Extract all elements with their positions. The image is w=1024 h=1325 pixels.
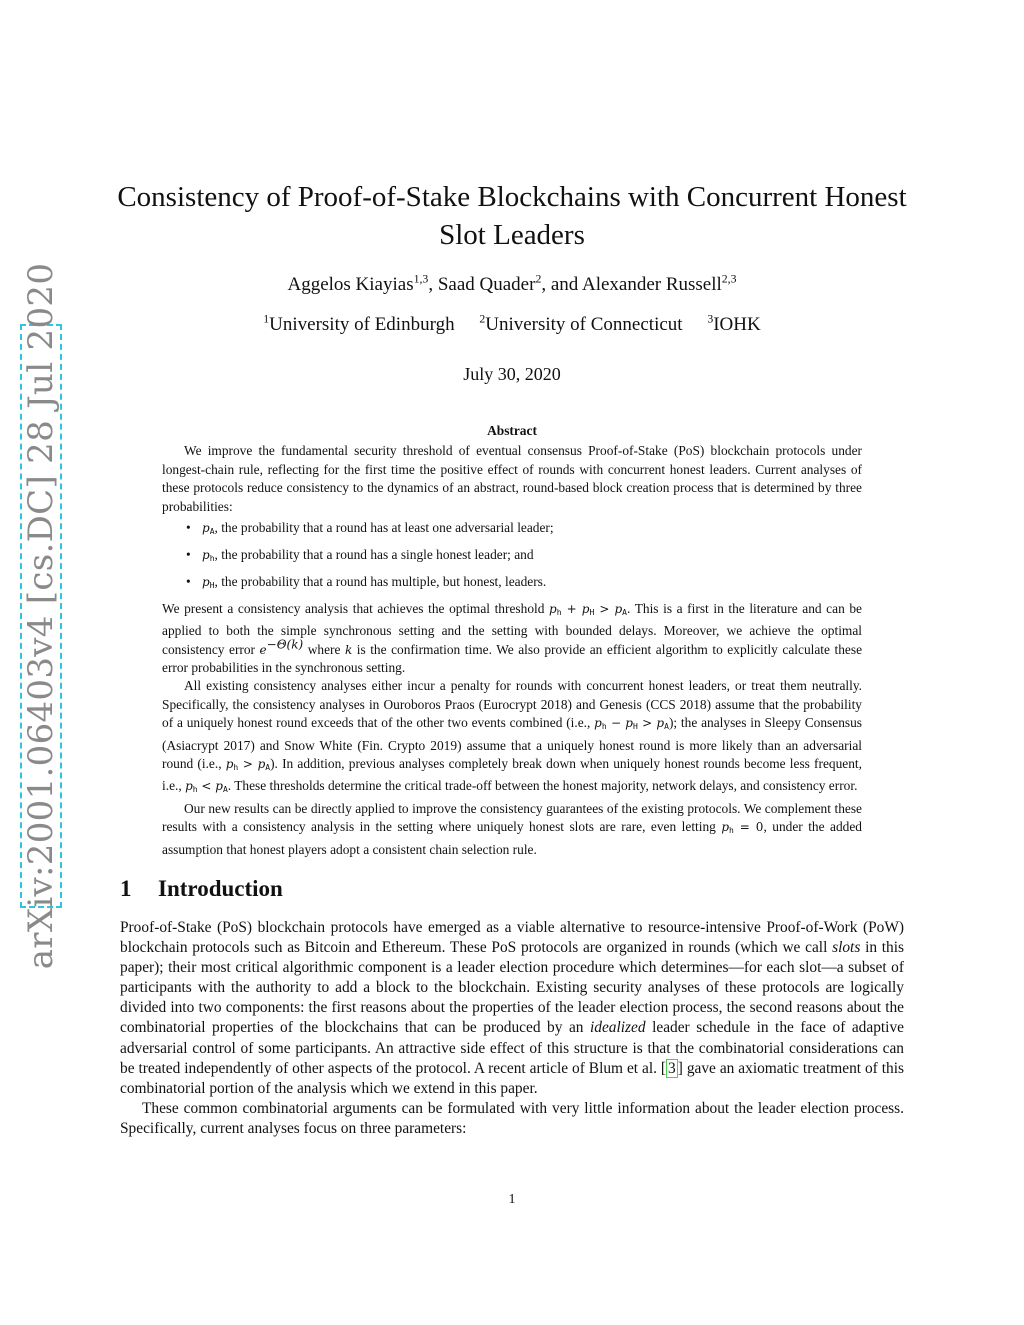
abstract-paragraph bbox=[162, 442, 862, 516]
math-subscript: h bbox=[729, 826, 734, 836]
section-number: 1 bbox=[120, 876, 132, 901]
math-variable: p bbox=[594, 716, 602, 731]
math-variable: p bbox=[656, 716, 665, 731]
author-name: Alexander Russell bbox=[581, 274, 722, 295]
affiliation-list bbox=[110, 314, 914, 336]
math-variable: k bbox=[344, 642, 353, 657]
affiliation-marker: 3 bbox=[707, 312, 714, 326]
abstract-text: ). In addition, previous analyses completely break down when uniquely honest rounds become less frequent, i.e., bbox=[162, 756, 862, 794]
body-text: Proof-of-Stake (PoS) blockchain protocols have emerged as a viable alternative to resource-intensive Proof-of-Work (PoW) blockchain protocols such as Bitcoin and Ethereum. These PoS protocols are organized in rounds (which we call bbox=[120, 919, 904, 957]
affiliation bbox=[707, 314, 760, 335]
author-name: Aggelos Kiayias bbox=[287, 274, 414, 295]
list-item bbox=[186, 573, 862, 595]
math-variable: p bbox=[614, 601, 623, 616]
section-heading bbox=[120, 876, 283, 902]
abstract-text: We improve the fundamental security threshold of eventual consensus Proof-of-Stake (PoS) blockchain protocols under longest-chain rule, reflecting for the first time the positive effect of rounds with concurrent honest leaders. Current analyses of these protocols reduce consistency to the dynamics of an abstract, round-based block creation process that is determined by three probabilities: bbox=[162, 443, 862, 514]
math-subscript: A bbox=[664, 722, 669, 732]
math-subscript: A bbox=[265, 763, 271, 772]
math-variable: p bbox=[581, 601, 590, 616]
math-variable: p bbox=[721, 820, 730, 835]
math-variable: p bbox=[225, 757, 234, 771]
author-affiliation-marker: 2 bbox=[535, 272, 542, 286]
affiliation-marker: 2 bbox=[479, 312, 486, 326]
page-number: 1 bbox=[508, 1192, 516, 1207]
math-variable: p bbox=[215, 779, 223, 794]
math-operator: + bbox=[561, 601, 582, 616]
arxiv-identifier: arXiv:2001.06403v4 [cs.DC] 28 Jul 2020 bbox=[21, 262, 61, 970]
body-text: leader schedule in the face of adaptive adversarial control of some participants. An attractive side effect of this structure is that the combinatorial considerations can be treated independently of other aspects of the protocol. A recent article of Blum et al. [ bbox=[120, 1019, 904, 1077]
abstract-text: All existing consistency analyses either incur a penalty for rounds with concurrent honest leaders, or treat them neutrally. Specifically, the consistency analyses in Ouroboros Praos (Eurocrypt 2018) and Genesis (CCS 2018) assume that the probability of a uniquely honest round exceeds that of the other two events combined (i.e., bbox=[162, 678, 862, 731]
list-item-text: , the probability that a round has multiple, but honest, leaders. bbox=[214, 573, 547, 589]
abstract-text: where bbox=[303, 641, 345, 657]
math-operator: > bbox=[238, 757, 258, 771]
body-paragraph bbox=[120, 1099, 904, 1139]
math-subscript: h bbox=[601, 722, 607, 732]
list-item bbox=[186, 519, 862, 541]
math-subscript: A bbox=[209, 527, 215, 537]
affiliation-marker: 1 bbox=[263, 312, 270, 326]
affiliation bbox=[263, 314, 454, 335]
abstract-text: . This is a first in the literature and can be applied to both the simple synchronous setting and the setting with bounded delays. Moreover, we achieve the optimal consistency error bbox=[162, 600, 863, 657]
arxiv-stamp bbox=[20, 262, 62, 970]
abstract-text: ); the analyses in Sleepy Consensus (Asiacrypt 2017) and Snow White (Fin. Crypto 2019) assume that a uniquely honest round is more likely than an adversarial round (i.e., bbox=[162, 715, 863, 771]
abstract-heading: Abstract bbox=[487, 423, 537, 438]
math-variable: p bbox=[625, 716, 633, 731]
section-title: Introduction bbox=[158, 876, 283, 901]
math-operator: > bbox=[637, 716, 657, 731]
math-operator: > bbox=[594, 601, 615, 616]
math-subscript: h bbox=[233, 763, 239, 772]
abstract-paragraph bbox=[162, 600, 862, 678]
math-operator: − bbox=[606, 716, 626, 731]
math-exponent: −Θ(k) bbox=[266, 637, 304, 652]
author-affiliation-marker: 1,3 bbox=[413, 272, 429, 286]
emphasized-term: slots bbox=[832, 939, 861, 957]
math-subscript: H bbox=[209, 580, 215, 590]
math-subscript: A bbox=[622, 607, 627, 617]
math-operator: < bbox=[197, 779, 216, 794]
math-subscript: H bbox=[632, 722, 638, 732]
math-operator: = 0 bbox=[733, 820, 764, 835]
abstract-text: is the confirmation time. We also provide an efficient algorithm to explicitly calculate these error probabilities in the synchronous setting. bbox=[162, 641, 863, 675]
author-affiliation-marker: 2,3 bbox=[721, 272, 737, 286]
math-subscript: h bbox=[556, 607, 562, 617]
abstract-text: We present a consistency analysis that achieves the optimal threshold bbox=[162, 600, 550, 616]
citation-link[interactable]: 3 bbox=[668, 1059, 676, 1077]
author-separator: , and bbox=[541, 274, 582, 295]
abstract-text: . These thresholds determine the critical trade-off between the honest majority, network delays, and consistency error. bbox=[227, 778, 858, 794]
affiliation-name: IOHK bbox=[713, 314, 761, 335]
body-text: in this paper); their most critical algorithmic component is a leader election procedure which determines—for each slot—a subset of participants with the authority to add a block to the blockchain. Existing security analyses of these protocols are logically divided into two components: the first reasons about the properties of the leader election process, the second reasons about the combinatorial properties of the blockchains that can be produced by an bbox=[120, 939, 905, 1037]
affiliation-name: University of Connecticut bbox=[485, 314, 683, 335]
list-item-text: , the probability that a round has at least one adversarial leader; bbox=[214, 520, 554, 536]
abstract-paragraph bbox=[162, 677, 862, 799]
abstract-text: Our new results can be directly applied to improve the consistency guarantees of the existing protocols. We complement these results with a consistency analysis in the setting where uniquely honest slots are rare, even letting bbox=[162, 800, 862, 835]
math-variable: p bbox=[185, 779, 193, 794]
abstract bbox=[162, 422, 862, 859]
math-variable: p bbox=[202, 574, 210, 589]
author-list bbox=[110, 274, 914, 296]
publication-date: July 30, 2020 bbox=[463, 364, 561, 384]
body-text: ] gave an axiomatic treatment of this combinatorial portion of the analysis which we extend in this paper. bbox=[120, 1059, 904, 1097]
affiliation bbox=[479, 314, 682, 335]
author-separator: , bbox=[428, 274, 438, 295]
body-text: These common combinatorial arguments can be formulated with very little information about the leader election process. Specifically, current analyses focus on three parameters: bbox=[120, 1099, 904, 1137]
emphasized-term: idealized bbox=[590, 1019, 646, 1037]
body-paragraph bbox=[120, 918, 904, 1099]
math-subscript: h bbox=[209, 553, 215, 563]
affiliation-name: University of Edinburgh bbox=[269, 314, 455, 335]
math-variable: p bbox=[202, 547, 210, 562]
math-subscript: H bbox=[589, 607, 595, 617]
math-variable: p bbox=[257, 757, 266, 771]
author-name: Saad Quader bbox=[437, 274, 536, 295]
math-subscript: h bbox=[192, 785, 198, 795]
math-variable: e bbox=[259, 642, 267, 657]
abstract-paragraph bbox=[162, 800, 862, 859]
probability-list bbox=[162, 519, 862, 595]
math-subscript: A bbox=[222, 785, 228, 795]
math-variable: p bbox=[202, 521, 210, 536]
math-variable: p bbox=[549, 601, 557, 616]
list-item bbox=[186, 546, 862, 568]
abstract-text: , under the added assumption that honest players adopt a consistent chain selection rule. bbox=[162, 819, 863, 857]
section-body bbox=[120, 918, 904, 1139]
list-item-text: , the probability that a round has a single honest leader; and bbox=[214, 546, 534, 562]
paper-title: Consistency of Proof-of-Stake Blockchains with Concurrent Honest Slot Leaders bbox=[117, 181, 907, 251]
